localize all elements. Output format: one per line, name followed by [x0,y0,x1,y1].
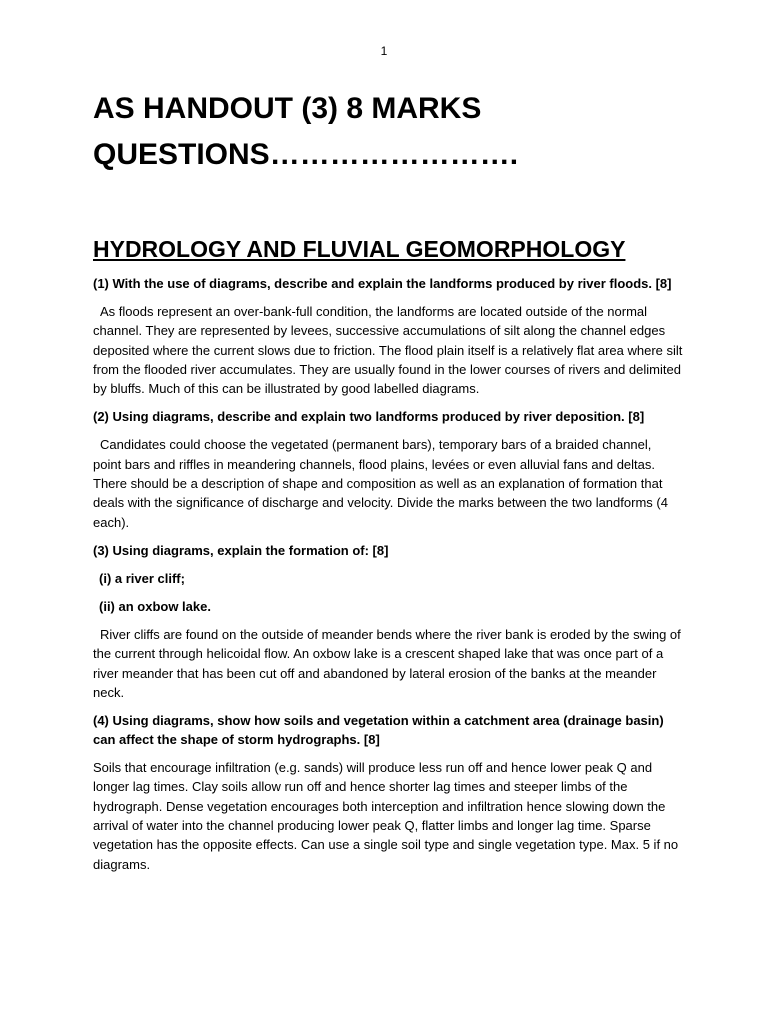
question-3-sub-item-ii: (ii) an oxbow lake. [99,598,211,614]
question-2-answer: Candidates could choose the vegetated (permanent bars), temporary bars of a braided channel, point bars and riffles in meandering channels, flood plains, levées or even alluvial fans and deltas. There should be a description of shape and composition as well as an explanation of formation that deals with the significance of discharge and velocity. Divide the marks between the two landforms (4 each). [93,437,668,530]
document-title-line-1: AS HANDOUT (3) 8 MARKS [93,92,482,125]
page-number: 1 [380,44,388,58]
question-2-prompt: (2) Using diagrams, describe and explain two landforms produced by river deposition. [8] [93,409,645,425]
question-1-answer: As floods represent an over-bank-full condition, the landforms are located outside of the normal channel. They are represented by levees, successive accumulations of silt along the channel edges deposited where the current slows due to friction. The flood plain itself is a relatively flat area where silt from the flooded river accumulates. They are usually found in the lower courses of rivers and delimited by bluffs. Much of this can be illustrated by good labelled diagrams. [93,304,683,397]
document-title-line-2: QUESTIONS……………………. [93,138,519,171]
section-title: HYDROLOGY AND FLUVIAL GEOMORPHOLOGY [93,236,626,262]
question-4-prompt: (4) Using diagrams, show how soils and vegetation within a catchment area (drainage basin) can affect the shape of storm hydrographs. [8] [93,713,664,748]
document-body [93,86,683,883]
question-3-prompt: (3) Using diagrams, explain the formation of: [8] [93,542,389,558]
question-3-answer: River cliffs are found on the outside of meander bends where the river bank is eroded by the swing of the current through helicoidal flow. An oxbow lake is a crescent shaped lake that was once part of a river meander that has been cut off and abandoned by lateral erosion of the banks at the meander neck. [93,626,681,700]
question-4-answer: Soils that encourage infiltration (e.g. sands) will produce less run off and hence lower peak Q and longer lag times. Clay soils allow run off and hence shorter lag times and steeper limbs of the hydrograph. Dense vegetation encourages both interception and infiltration hence slowing down the arrival of water into the channel producing lower peak Q, flatter limbs and longer lag time. Sparse vegetation has the opposite effects. Can use a single soil type and single vegetation type. Max. 5 if no diagrams. [93,760,679,872]
document-title [93,86,683,178]
question-1-prompt: (1) With the use of diagrams, describe and explain the landforms produced by river floods. [8] [93,276,672,291]
question-3-sub-item-i: (i) a river cliff; [99,570,185,586]
